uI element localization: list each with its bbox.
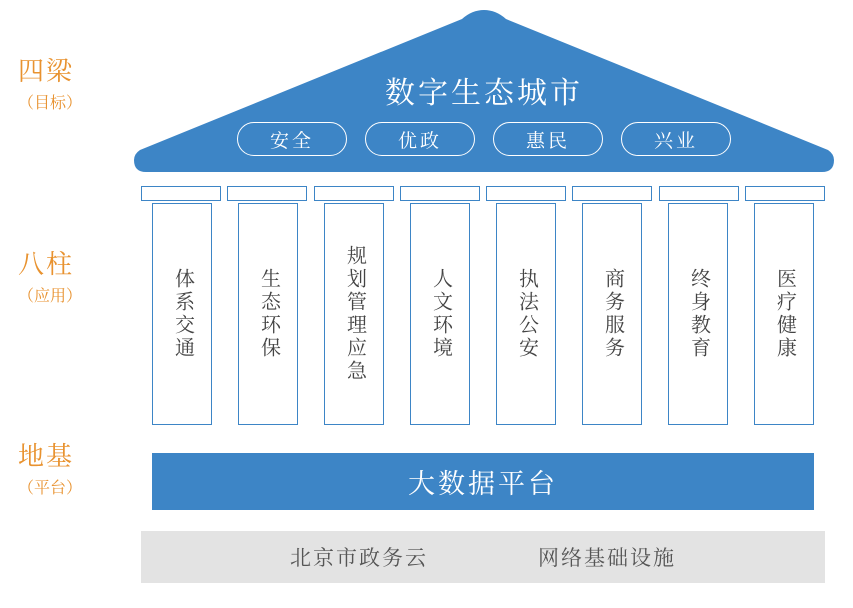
roof-tag-2[interactable]: 惠民 [493, 122, 603, 156]
side-label-pillars [18, 248, 82, 307]
platform-bar[interactable] [152, 453, 814, 510]
pillar-3[interactable] [410, 203, 470, 425]
pillar-label: 人文环境 [429, 268, 452, 360]
foundation-item-1: 网络基础设施 [538, 547, 676, 570]
side-label-base [18, 440, 82, 499]
foundation-item-0: 北京市政务云 [290, 547, 428, 570]
pillar-capital-row [141, 186, 825, 201]
side-label-goal-sub: （目标） [18, 94, 83, 112]
roof-title: 数字生态城市 [385, 77, 583, 110]
roof-tag-0[interactable]: 安全 [237, 122, 347, 156]
pillar-label: 医疗健康 [773, 268, 796, 360]
pillar-row [152, 203, 814, 425]
pillar-capital [572, 186, 652, 201]
pillar-1[interactable] [238, 203, 298, 425]
pillar-2[interactable] [324, 203, 384, 425]
pillar-capital [486, 186, 566, 201]
pillar-capital [745, 186, 825, 201]
roof-tag-list [134, 122, 834, 156]
pillar-label: 体系交通 [171, 268, 194, 360]
pillar-capital [227, 186, 307, 201]
pillar-4[interactable] [496, 203, 556, 425]
pillar-capital [400, 186, 480, 201]
pillar-capital [314, 186, 394, 201]
pillar-capital [659, 186, 739, 201]
side-label-base-sub: （平台） [18, 479, 83, 497]
roof-shape [134, 10, 834, 172]
pillar-label: 执法公安 [515, 268, 538, 360]
roof-tag-3[interactable]: 兴业 [621, 122, 731, 156]
pillar-label: 终身教育 [687, 268, 710, 360]
pillar-label: 生态环保 [257, 268, 280, 360]
side-label-goal-main: 四梁 [18, 56, 75, 86]
pillar-label: 规划管理应急 [343, 245, 366, 383]
roof-tag-1[interactable]: 优政 [365, 122, 475, 156]
pillar-0[interactable] [152, 203, 212, 425]
side-label-pillars-sub: （应用） [18, 287, 83, 305]
pillar-capital [141, 186, 221, 201]
platform-label: 大数据平台 [408, 469, 558, 499]
side-label-base-main: 地基 [18, 441, 75, 471]
foundation-bar [141, 531, 825, 583]
side-label-goal [18, 55, 82, 114]
side-label-pillars-main: 八柱 [18, 249, 75, 279]
pillar-label: 商务服务 [601, 268, 624, 360]
pillar-5[interactable] [582, 203, 642, 425]
pillar-7[interactable] [754, 203, 814, 425]
pillar-6[interactable] [668, 203, 728, 425]
